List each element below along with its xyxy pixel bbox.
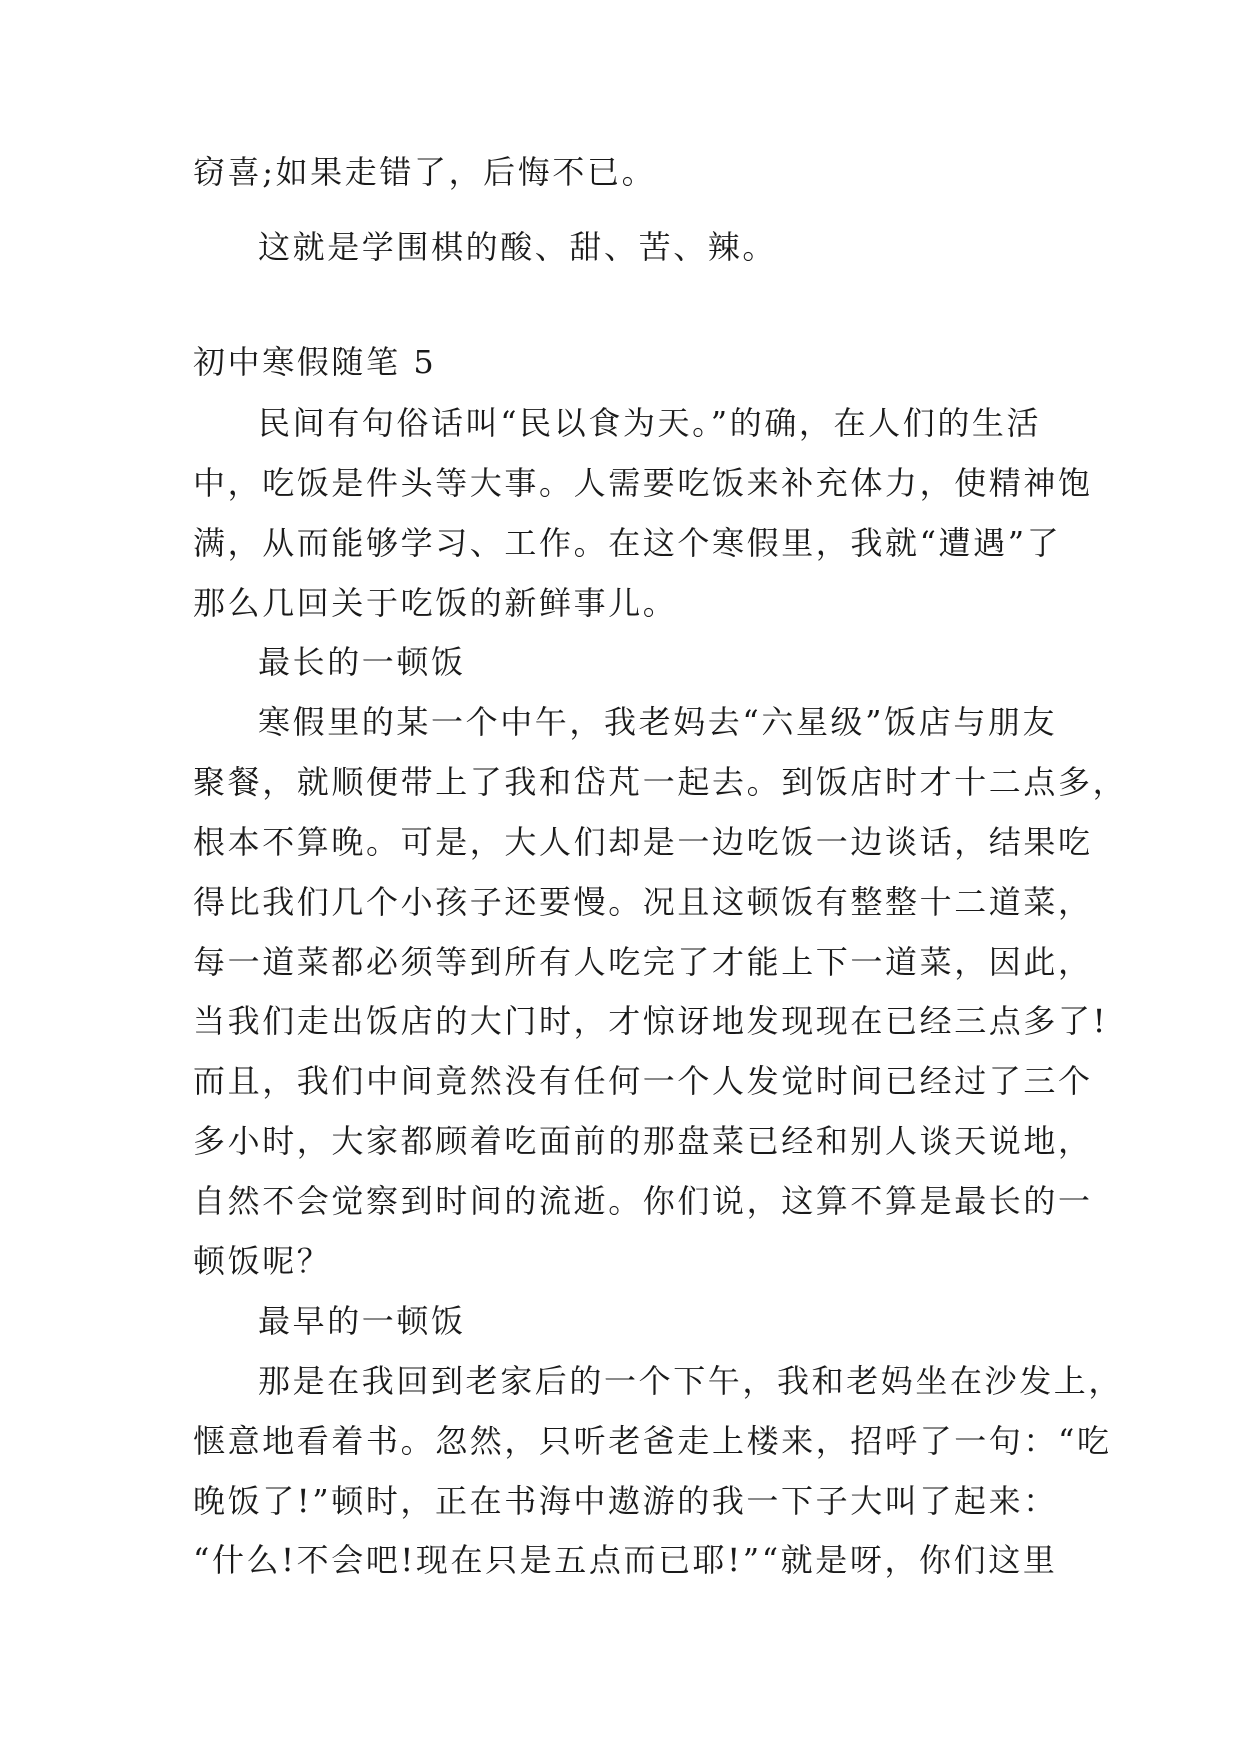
text-line: 民间有句俗话叫“民以食为天。”的确，在人们的生活 [258,404,1042,442]
text-line: 根本不算晚。可是，大人们却是一边吃饭一边谈话，结果吃 [193,823,1093,861]
text-line: 中，吃饭是件头等大事。人需要吃饭来补充体力，使精神饱 [193,464,1093,502]
text-line: 自然不会觉察到时间的流逝。你们说，这算不算是最长的一 [193,1182,1093,1220]
text-line: “什么!不会吧!现在只是五点而已耶!”“就是呀，你们这里 [193,1541,1058,1579]
text-line: 顿饭呢？ [193,1242,332,1280]
subheading: 最长的一顿饭 [258,643,466,681]
text-line: 聚餐，就顺便带上了我和岱芃一起去。到饭店时才十二点多， [193,763,1128,801]
text-line: 晚饭了!”顿时，正在书海中遨游的我一下子大叫了起来： [193,1482,1058,1520]
subheading: 最早的一顿饭 [258,1302,466,1340]
text-line: 满，从而能够学习、工作。在这个寒假里，我就“遭遇”了 [193,524,1062,562]
text-line: 那是在我回到老家后的一个下午，我和老妈坐在沙发上， [258,1362,1124,1400]
text-line: 窃喜;如果走错了，后悔不已。 [193,153,657,191]
text-line: 而且，我们中间竟然没有任何一个人发觉时间已经过了三个 [193,1062,1093,1100]
text-line: 多小时，大家都顾着吃面前的那盘菜已经和别人谈天说地， [193,1122,1093,1160]
section-heading: 初中寒假随笔 5 [193,343,437,381]
text-line: 寒假里的某一个中午，我老妈去“六星级”饭店与朋友 [258,703,1058,741]
text-line: 这就是学围棋的酸、甜、苦、辣。 [258,228,778,266]
text-line: 每一道菜都必须等到所有人吃完了才能上下一道菜，因此， [193,943,1093,981]
text-line: 当我们走出饭店的大门时，才惊讶地发现现在已经三点多了! [193,1002,1109,1040]
text-line: 惬意地看着书。忽然，只听老爸走上楼来，招呼了一句：“吃 [193,1422,1112,1460]
text-line: 得比我们几个小孩子还要慢。况且这顿饭有整整十二道菜， [193,883,1093,921]
text-line: 那么几回关于吃饭的新鲜事儿。 [193,584,678,622]
